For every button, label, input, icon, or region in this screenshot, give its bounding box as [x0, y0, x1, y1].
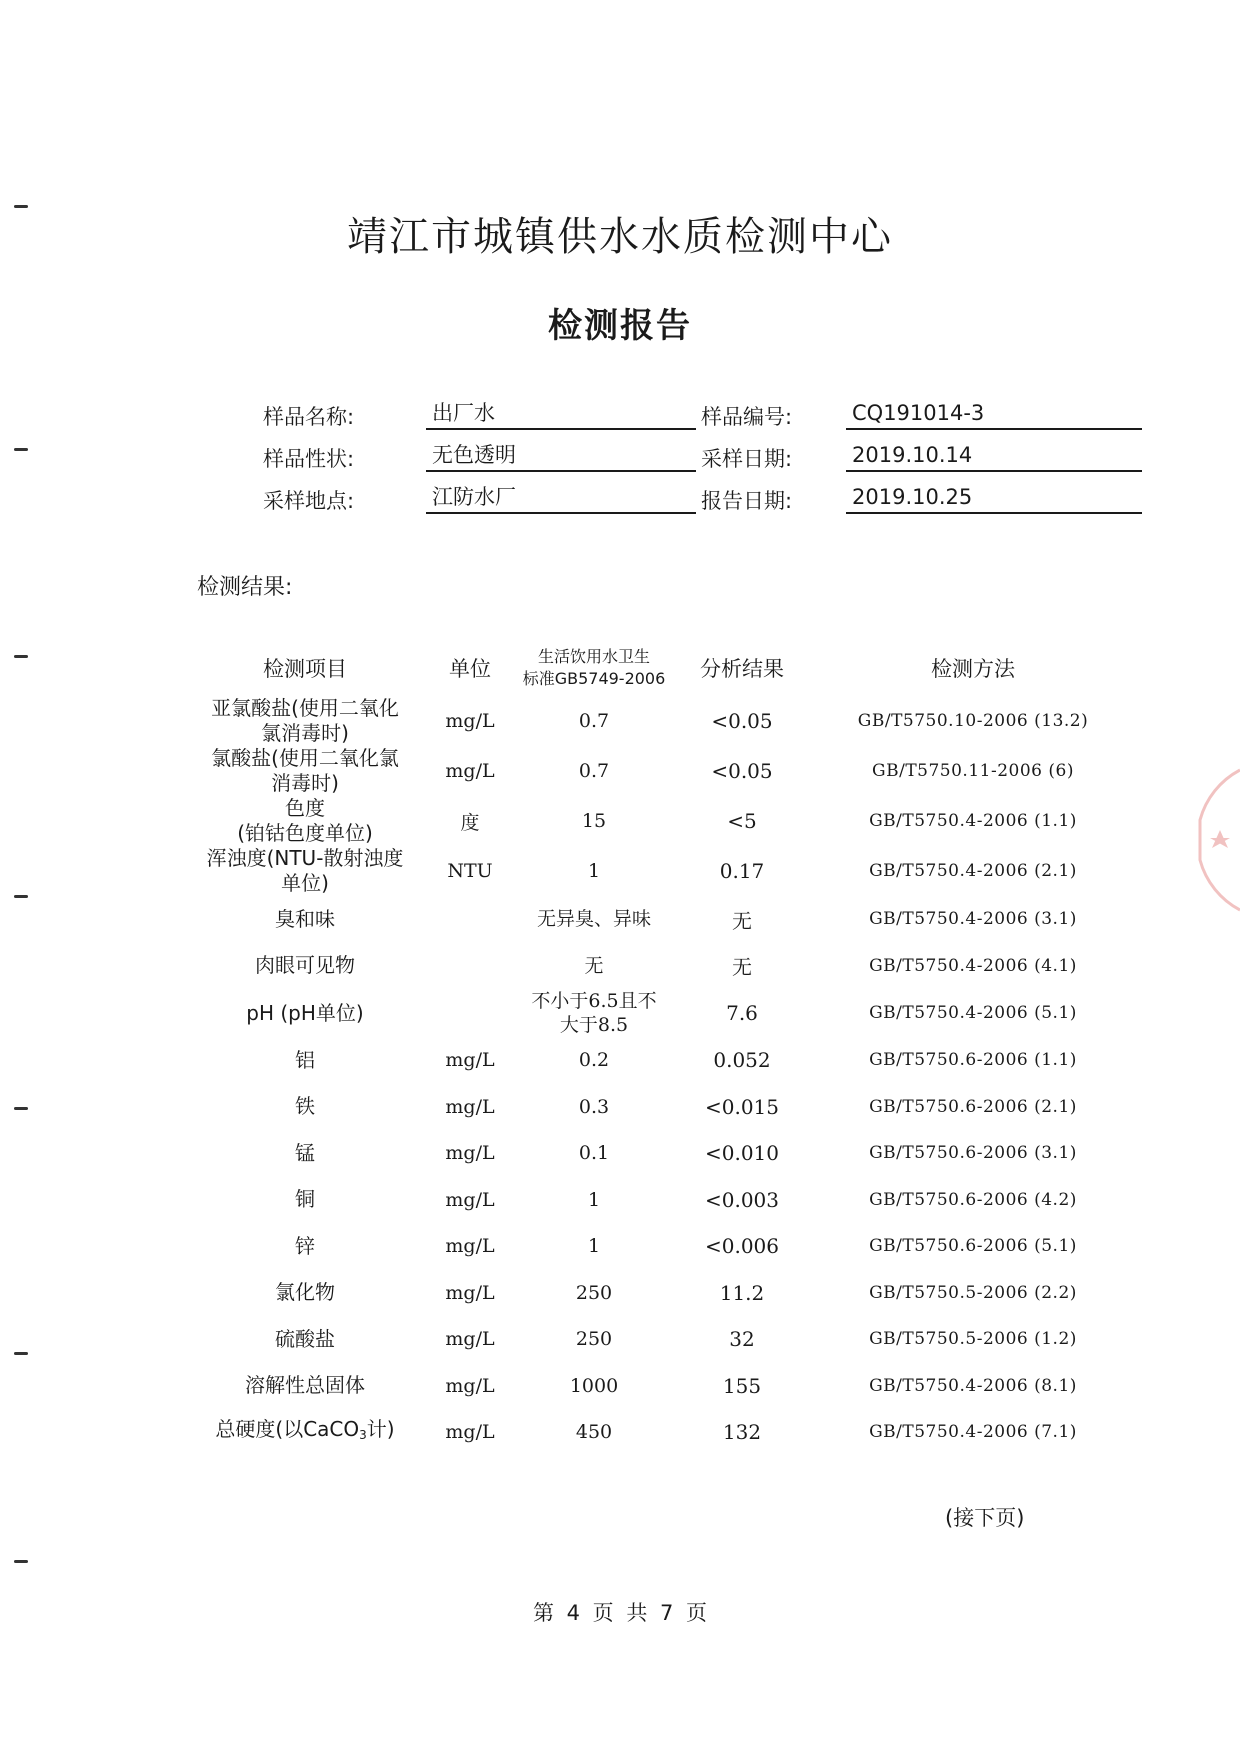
item-cell — [190, 1177, 420, 1224]
item-line: 溶解性总固体 — [245, 1373, 365, 1398]
unit-cell: mg/L — [445, 760, 495, 782]
standard-cell: 1000 — [569, 1374, 619, 1397]
unit-cell: mg/L — [445, 1374, 495, 1397]
method-cell: GB/T5750.6-2006 (2.1) — [869, 1096, 1077, 1117]
item-line: 单位) — [281, 871, 329, 895]
header-standard-line1: 生活饮用水卫生 — [537, 647, 650, 666]
item-cell — [190, 1363, 420, 1410]
table-header-row — [190, 640, 1130, 696]
item-cell — [190, 846, 420, 896]
item-cell — [190, 943, 420, 990]
sampling-location-label: 采样地点: — [263, 489, 355, 513]
method-cell: GB/T5750.4-2006 (8.1) — [869, 1375, 1077, 1396]
method-cell: GB/T5750.4-2006 (1.1) — [869, 811, 1077, 831]
unit-cell: mg/L — [445, 1095, 495, 1118]
item-line: 铁 — [295, 1094, 315, 1119]
item-line: 锰 — [295, 1140, 315, 1165]
result-cell: 32 — [729, 1327, 755, 1352]
item-cell — [190, 989, 420, 1037]
sampling-location-value: 江防水厂 — [426, 482, 696, 514]
results-section-label: 检测结果: — [197, 575, 293, 600]
item-cell — [190, 746, 420, 796]
item-line: 亚氯酸盐(使用二氧化 — [211, 696, 399, 720]
sampling-date-label: 采样日期: — [701, 447, 793, 471]
standard-cell: 15 — [581, 810, 607, 832]
item-line: 氯化物 — [275, 1280, 335, 1305]
item-subscript: 3 — [359, 1427, 367, 1442]
standard-cell: 0.1 — [578, 1142, 610, 1165]
sampling-date-value: 2019.10.14 — [846, 440, 1142, 472]
item-cell — [190, 1316, 420, 1363]
item-suffix: 计) — [366, 1416, 395, 1441]
table-row — [190, 1130, 1130, 1177]
result-cell: <0.015 — [704, 1094, 779, 1119]
header-standard-line2: 标准GB5749-2006 — [522, 669, 666, 688]
standard-cell: 无 — [584, 954, 604, 977]
header-unit: 单位 — [449, 657, 491, 681]
unit-cell: mg/L — [445, 710, 495, 732]
table-row — [190, 1223, 1130, 1270]
result-cell: 11.2 — [719, 1280, 765, 1305]
sample-name-value: 出厂水 — [426, 398, 696, 430]
result-cell: <0.05 — [711, 709, 773, 733]
table-row — [190, 696, 1130, 746]
unit-cell: mg/L — [445, 1142, 495, 1165]
method-cell: GB/T5750.4-2006 (2.1) — [869, 861, 1077, 881]
standard-cell: 1 — [587, 1188, 601, 1211]
margin-mark — [14, 1352, 28, 1355]
unit-cell — [420, 943, 520, 990]
method-cell: GB/T5750.5-2006 (2.2) — [869, 1282, 1077, 1303]
unit-cell: mg/L — [445, 1421, 495, 1444]
result-cell: 0.17 — [719, 859, 765, 883]
method-cell: GB/T5750.4-2006 (7.1) — [869, 1422, 1077, 1443]
unit-cell — [420, 896, 520, 943]
sample-id-value: CQ191014-3 — [846, 398, 1142, 430]
item-cell — [190, 1409, 420, 1456]
item-line: 色度 — [285, 796, 325, 820]
item-line: 肉眼可见物 — [255, 953, 355, 978]
item-line: 铝 — [295, 1047, 315, 1072]
sample-state-label: 样品性状: — [263, 447, 355, 471]
item-cell — [190, 1084, 420, 1131]
item-line: 消毒时) — [271, 771, 339, 795]
unit-cell: mg/L — [445, 1049, 495, 1072]
item-line: 浑浊度(NTU-散射浊度 — [206, 846, 404, 870]
item-line: 锌 — [295, 1233, 315, 1258]
margin-mark — [14, 448, 28, 451]
result-cell: 132 — [722, 1420, 762, 1445]
result-cell: 7.6 — [726, 1001, 758, 1025]
result-cell: <0.05 — [711, 759, 773, 783]
page-number: 第 4 页 共 7 页 — [532, 1601, 708, 1625]
standard-cell: 0.7 — [578, 710, 610, 732]
header-method: 检测方法 — [931, 657, 1015, 681]
header-result: 分析结果 — [700, 657, 784, 681]
result-cell: <5 — [727, 809, 757, 833]
table-row — [190, 1316, 1130, 1363]
seal-stamp-fragment — [1180, 760, 1240, 920]
result-cell: 0.052 — [713, 1048, 771, 1073]
table-row — [190, 896, 1130, 943]
margin-mark — [14, 1560, 28, 1563]
unit-cell — [420, 989, 520, 1037]
item-cell — [190, 796, 420, 846]
item-line: 氯消毒时) — [261, 721, 349, 745]
result-cell: 155 — [722, 1373, 762, 1398]
table-row — [190, 746, 1130, 796]
results-table — [190, 640, 1130, 1456]
method-cell: GB/T5750.4-2006 (4.1) — [869, 955, 1077, 976]
header-standard — [520, 640, 668, 696]
method-cell: GB/T5750.5-2006 (1.2) — [869, 1329, 1077, 1350]
standard-cell: 0.2 — [578, 1049, 610, 1072]
unit-cell: mg/L — [445, 1188, 495, 1211]
continued-note: (接下页) — [945, 1506, 1025, 1530]
item-line: (铂钴色度单位) — [237, 821, 373, 845]
result-cell: <0.006 — [704, 1234, 779, 1259]
item-line: 臭和味 — [275, 906, 335, 931]
method-cell: GB/T5750.10-2006 (13.2) — [857, 711, 1089, 731]
table-row — [190, 1084, 1130, 1131]
method-cell: GB/T5750.6-2006 (1.1) — [869, 1050, 1077, 1071]
item-line: pH (pH单位) — [246, 1000, 364, 1025]
standard-cell: 450 — [575, 1421, 613, 1444]
table-row — [190, 796, 1130, 846]
method-cell: GB/T5750.6-2006 (5.1) — [869, 1236, 1077, 1257]
standard-cell: 无异臭、异味 — [536, 908, 651, 931]
sample-state-value: 无色透明 — [426, 440, 696, 472]
standard-cell: 250 — [575, 1281, 613, 1304]
table-row — [190, 989, 1130, 1037]
item-cell — [190, 1037, 420, 1084]
method-cell: GB/T5750.4-2006 (5.1) — [869, 1003, 1077, 1023]
unit-cell: mg/L — [445, 1235, 495, 1258]
result-cell: <0.010 — [704, 1141, 779, 1166]
header-item: 检测项目 — [263, 657, 347, 681]
item-cell — [190, 1270, 420, 1317]
table-row — [190, 1363, 1130, 1410]
table-row — [190, 1037, 1130, 1084]
margin-mark — [14, 895, 28, 898]
result-cell: <0.003 — [704, 1187, 779, 1212]
method-cell: GB/T5750.6-2006 (4.2) — [869, 1189, 1077, 1210]
result-cell: 无 — [732, 955, 752, 980]
report-title: 检测报告 — [548, 306, 692, 346]
table-row — [190, 1177, 1130, 1224]
unit-cell: mg/L — [445, 1281, 495, 1304]
standard-cell: 250 — [575, 1328, 613, 1351]
report-date-label: 报告日期: — [701, 489, 793, 513]
standard-cell: 1 — [587, 1235, 601, 1258]
item-cell — [190, 696, 420, 746]
item-line: 硫酸盐 — [275, 1326, 335, 1351]
item-cell — [190, 896, 420, 943]
unit-cell: NTU — [447, 860, 493, 882]
margin-mark — [14, 1107, 28, 1110]
table-row — [190, 943, 1130, 990]
standard-cell: 0.7 — [578, 760, 610, 782]
results-body — [190, 696, 1130, 1456]
item-prefix: 总硬度(以CaCO — [215, 1416, 360, 1441]
item-cell — [190, 1223, 420, 1270]
item-line: 铜 — [295, 1187, 315, 1212]
method-cell: GB/T5750.4-2006 (3.1) — [869, 909, 1077, 930]
unit-cell: 度 — [460, 811, 480, 834]
margin-mark — [14, 655, 28, 658]
standard-cell: 不小于6.5且不 大于8.5 — [531, 990, 657, 1036]
standard-cell: 0.3 — [578, 1095, 610, 1118]
unit-cell: mg/L — [445, 1328, 495, 1351]
table-row — [190, 846, 1130, 896]
item-cell — [190, 1130, 420, 1177]
table-row — [190, 1409, 1130, 1456]
organization-title: 靖江市城镇供水水质检测中心 — [347, 214, 893, 260]
sample-id-label: 样品编号: — [701, 405, 793, 429]
method-cell: GB/T5750.6-2006 (3.1) — [869, 1143, 1077, 1164]
method-cell: GB/T5750.11-2006 (6) — [872, 761, 1074, 781]
result-cell: 无 — [732, 908, 752, 933]
report-date-value: 2019.10.25 — [846, 482, 1142, 514]
table-row — [190, 1270, 1130, 1317]
sample-name-label: 样品名称: — [263, 405, 355, 429]
results-table-container — [190, 640, 1130, 1456]
item-line: 氯酸盐(使用二氧化氯 — [211, 746, 399, 770]
standard-cell: 1 — [587, 860, 601, 882]
